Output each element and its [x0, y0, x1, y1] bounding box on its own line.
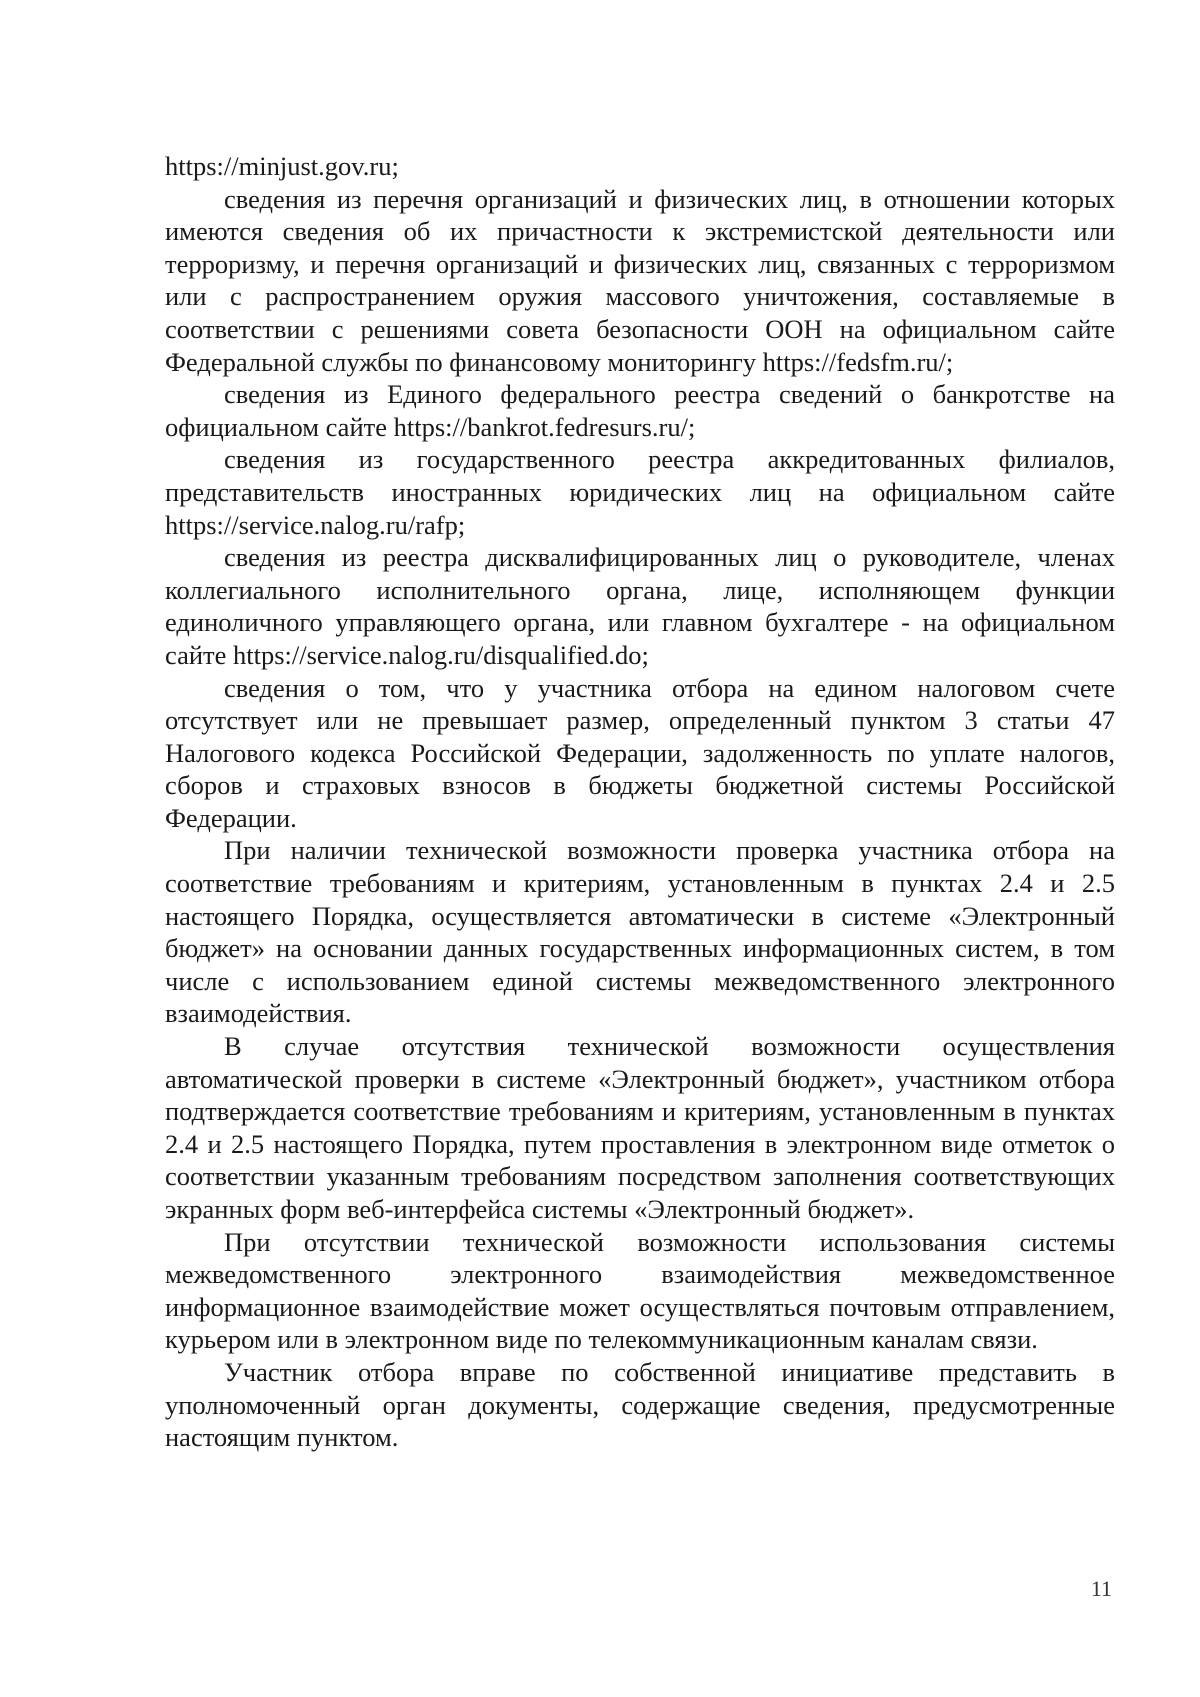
- document-body: [165, 150, 1115, 1454]
- paragraph-automatic-check: При наличии технической возможности проверка участника отбора на соответствие требованиям и критериям, установленным в пунктах 2.4 и 2.5 настоящего Порядка, осуществляется автоматически в системе «Электронный бюджет» на основании данных государственных информационных систем, в том числе с использованием единой системы межведомственного электронного взаимодействия.: [165, 835, 1115, 1029]
- paragraph-manual-check: В случае отсутствия технической возможности осуществления автоматической проверки в системе «Электронный бюджет», участником отбора подтверждается соответствие требованиям и критериям, установленным в пунктах 2.4 и 2.5 настоящего Порядка, путем проставления в электронном виде отметок о соответствии указанным требованиям посредством заполнения соответствующих экранных форм веб-интерфейса системы «Электронный бюджет».: [165, 1031, 1115, 1224]
- page-number: 11: [1090, 1576, 1112, 1601]
- paragraph-bankrot: сведения из Единого федерального реестра сведений о банкротстве на официальном сайте https://bankrot.fedresurs.ru/;: [165, 379, 1115, 442]
- paragraph-disqualified: сведения из реестра дисквалифицированных лиц о руководителе, членах коллегиального исполнительного органа, лице, исполняющем функции единоличного управляющего органа, или главном бухгалтере - на официальном сайте https://service.nalog.ru/disqualified.do;: [165, 542, 1115, 670]
- paragraph-fedsfm: сведения из перечня организаций и физических лиц, в отношении которых имеются сведения об их причастности к экстремистской деятельности или терроризму, и перечня организаций и физических лиц, связанных с терроризмом или с распространением оружия массового уничтожения, составляемые в соответствии с решениями совета безопасности ООН на официальном сайте Федеральной службы по финансовому мониторингу https://fedsfm.ru/;: [165, 183, 1115, 377]
- paragraph-own-initiative: Участник отбора вправе по собственной инициативе представить в уполномоченный орган документы, содержащие сведения, предусмотренные настоящим пунктом.: [165, 1356, 1115, 1453]
- paragraph-minjust-url: https://minjust.gov.ru;: [165, 151, 399, 181]
- paragraph-rafp: сведения из государственного реестра аккредитованных филиалов, представительств иностранных юридических лиц на официальном сайте https://service.nalog.ru/rafp;: [165, 444, 1115, 540]
- paragraph-interagency: При отсутствии технической возможности использования системы межведомственного электронного взаимодействия межведомственное информационное взаимодействие может осуществляться почтовым отправлением, курьером или в электронном виде по телекоммуникационным каналам связи.: [165, 1226, 1115, 1355]
- paragraph-tax-debt: сведения о том, что у участника отбора на едином налоговом счете отсутствует или не превышает размер, определенный пунктом 3 статьи 47 Налогового кодекса Российской Федерации, задолженность по уплате налогов, сборов и страховых взносов в бюджеты бюджетной системы Российской Федерации.: [165, 672, 1115, 833]
